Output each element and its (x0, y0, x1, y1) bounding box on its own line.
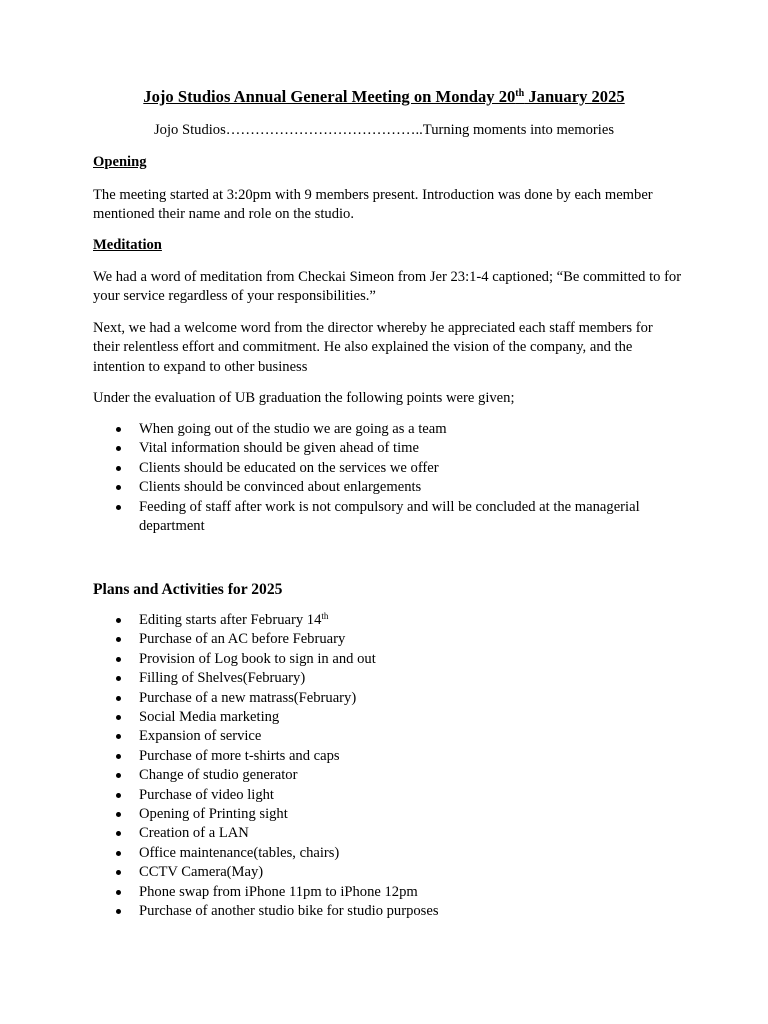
plans-first-item-text: Editing starts after February 14 (139, 612, 322, 628)
plans-list-item: Social Media marketing (115, 708, 685, 727)
plans-list-item: Purchase of video light (115, 786, 685, 805)
title-superscript: th (515, 88, 525, 99)
plans-list-item: Filling of Shelves(February) (115, 669, 685, 688)
plans-heading: Plans and Activities for 2025 (93, 581, 283, 598)
evaluation-points-list (115, 420, 685, 536)
plans-list-item: Purchase of another studio bike for studio purposes (115, 902, 685, 921)
evaluation-point: Clients should be convinced about enlargements (115, 478, 685, 497)
plans-list (115, 611, 685, 922)
evaluation-point: Clients should be educated on the services we offer (115, 459, 685, 478)
plans-list-item (115, 611, 685, 630)
plans-list-item: Change of studio generator (115, 766, 685, 785)
plans-list-item: Provision of Log book to sign in and out (115, 650, 685, 669)
plans-list-item: Phone swap from iPhone 11pm to iPhone 12pm (115, 883, 685, 902)
plans-list-item: Purchase of a new matrass(February) (115, 689, 685, 708)
document-title (0, 86, 768, 108)
evaluation-intro: Under the evaluation of UB graduation the following points were given; (93, 390, 515, 406)
plans-list-item: Purchase of an AC before February (115, 630, 685, 649)
opening-paragraph: The meeting started at 3:20pm with 9 members present. Introduction was done by each member mentioned their name and role on the studio. (93, 187, 653, 223)
plans-list-item: Office maintenance(tables, chairs) (115, 844, 685, 863)
plans-list-item: Purchase of more t-shirts and caps (115, 747, 685, 766)
plans-list-item: CCTV Camera(May) (115, 863, 685, 882)
plans-list-item: Opening of Printing sight (115, 805, 685, 824)
welcome-paragraph: Next, we had a welcome word from the director whereby he appreciated each staff members for their relentless effort and commitment. He also explained the vision of the company, and the intention to expand to other business (93, 320, 653, 375)
tagline: Jojo Studios…………………………………..Turning moments into memories (154, 122, 614, 138)
meditation-heading: Meditation (93, 237, 162, 253)
opening-heading: Opening (93, 154, 147, 170)
title-suffix: January 2025 (524, 87, 625, 106)
plans-first-item-superscript: th (321, 611, 329, 621)
evaluation-point: Feeding of staff after work is not compulsory and will be concluded at the managerial department (115, 498, 685, 537)
evaluation-point: When going out of the studio we are going as a team (115, 420, 685, 439)
meditation-paragraph: We had a word of meditation from Checkai Simeon from Jer 23:1-4 captioned; “Be committed to for your service regardless of your responsibilities.” (93, 269, 682, 305)
title-prefix: Jojo Studios Annual General Meeting on Monday 20 (143, 87, 516, 106)
plans-list-item: Expansion of service (115, 727, 685, 746)
evaluation-point: Vital information should be given ahead of time (115, 439, 685, 458)
plans-list-item: Creation of a LAN (115, 824, 685, 843)
